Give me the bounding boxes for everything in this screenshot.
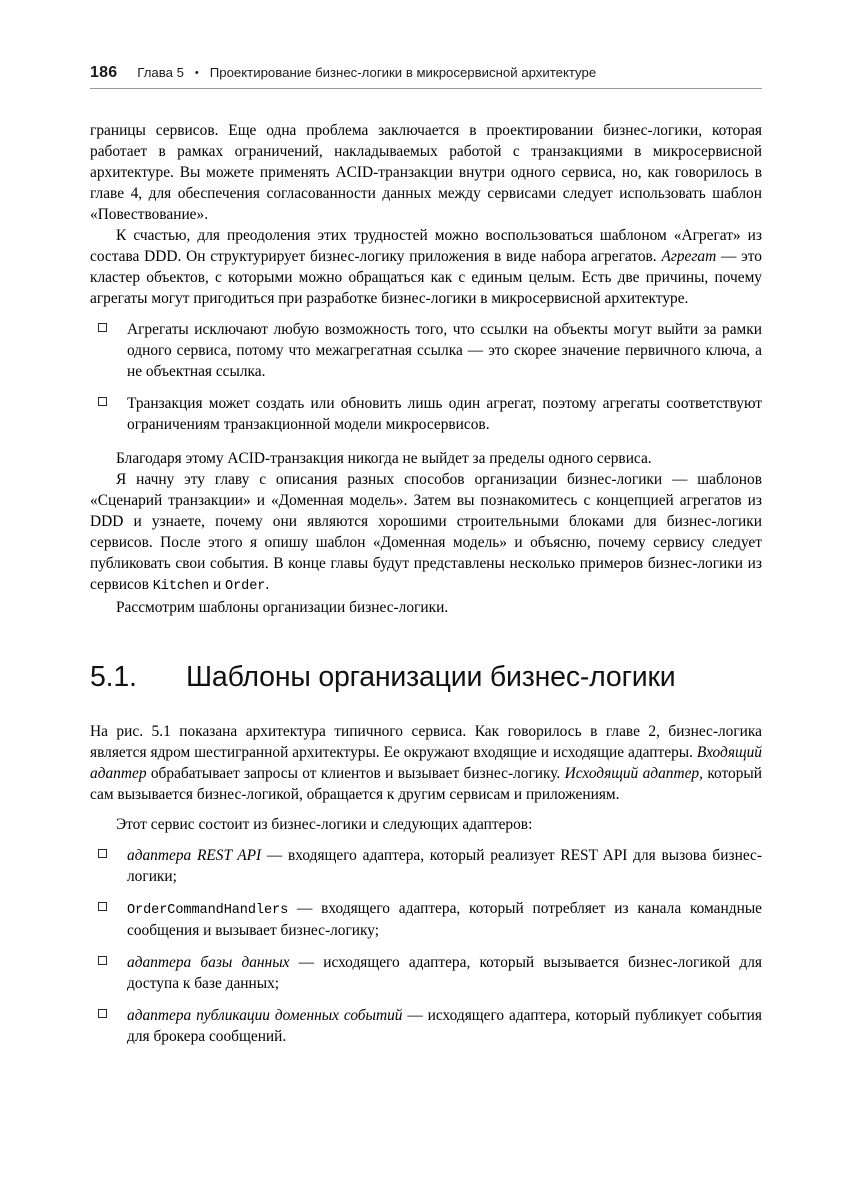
running-head — [90, 64, 762, 82]
section-heading — [90, 658, 762, 697]
page-number: 186 — [90, 64, 118, 81]
term-outbound-adapter: Исходящий адаптер — [564, 764, 700, 782]
paragraph-text-part: обрабатывает запросы от клиентов и вызывает бизнес-логику. — [146, 764, 565, 782]
square-bullet-icon — [98, 397, 107, 406]
list-item-text: — входящего адаптера, который потребляет из канала командные сообщения и вызывает бизнес-логику; — [127, 899, 762, 940]
square-bullet-icon — [98, 956, 107, 965]
adapter-name: адаптера REST API — [127, 846, 262, 864]
adapter-name-code: OrderCommandHandlers — [127, 902, 289, 918]
adapter-name: адаптера публикации доменных событий — [127, 1007, 403, 1025]
chapter-number: Глава 5 — [137, 65, 184, 80]
term-inbound-adapter: Входящий адаптер — [90, 743, 762, 782]
square-bullet-icon — [98, 323, 107, 332]
adapters-list — [90, 845, 762, 1048]
paragraph-chapter-roadmap — [90, 469, 762, 597]
list-item — [90, 952, 762, 994]
paragraph-acid-note: Благодаря этому ACID-транзакция никогда не выйдет за пределы одного сервиса. — [116, 450, 652, 468]
square-bullet-icon — [98, 849, 107, 858]
paragraph-aggregate-intro — [90, 225, 762, 309]
chapter-title: Проектирование бизнес-логики в микросервисной архитектуре — [209, 65, 597, 80]
list-item — [90, 1005, 762, 1047]
square-bullet-icon — [98, 1009, 107, 1018]
paragraph-adapters-intro: Этот сервис состоит из бизнес-логики и следующих адаптеров: — [116, 815, 533, 833]
page-content — [90, 120, 762, 1048]
paragraph-text-part: К счастью, для преодоления этих трудностей можно воспользоваться шаблоном «Агрегат» из состава DDD. Он структурирует бизнес-логику приложения в виде набора агрегатов. — [90, 227, 762, 266]
bullet-separator-icon: • — [194, 67, 199, 79]
code-kitchen: Kitchen — [152, 579, 210, 595]
list-item — [90, 898, 762, 942]
list-item — [90, 319, 762, 382]
paragraph-continuation: границы сервисов. Еще одна проблема заключается в проектировании бизнес-логики, которая работает в рамках ограничений, накладываемых работой с транзакциями в микросервисной архитектуре. Вы можете применять ACID-транзакции внутри одного сервиса, но, как говорилось в главе 4, для обеспечения согласованности данных между сервисами следует использовать шаблон «Повествование». — [90, 122, 762, 224]
paragraph-text-part: На рис. 5.1 показана архитектура типичного сервиса. Как говорилось в главе 2, бизнес-логика является ядром шестигранной архитектуры. Ее окружают входящие и исходящие адаптеры. — [90, 722, 762, 761]
list-item-text: Агрегаты исключают любую возможность того, что ссылки на объекты могут выйти за рамки одного сервиса, потому что межагрегатная ссылка — это скорее значение первичного ключа, а не объектная ссылка. — [127, 321, 762, 381]
aggregate-reasons-list — [90, 319, 762, 435]
paragraph-text-part: и — [209, 576, 226, 594]
paragraph-text-part: — это кластер объектов, с которыми можно обращаться как с единым целым. Есть две причины, почему агрегаты могут пригодиться при разработке бизнес-логики в микросервисной архитектуре. — [90, 248, 762, 308]
paragraph-text-part: , который сам вызывается бизнес-логикой, обращается к другим сервисам и приложениям. — [90, 764, 762, 803]
list-item — [90, 393, 762, 435]
list-item — [90, 845, 762, 887]
code-order: Order — [225, 579, 266, 595]
list-item-text: — исходящего адаптера, который вызывается бизнес-логикой для доступа к базе данных; — [127, 954, 762, 993]
section-title: Шаблоны организации бизнес-логики — [186, 660, 676, 693]
term-aggregate: Агрегат — [661, 248, 717, 266]
list-item-text: Транзакция может создать или обновить лишь один агрегат, поэтому агрегаты соответствуют ограничениям транзакционной модели микросервисов. — [127, 395, 762, 434]
paragraph-text-part: Я начну эту главу с описания разных способов организации бизнес-логики — шаблонов «Сценарий транзакции» и «Доменная модель». Затем вы познакомитесь с концепцией агрегатов из DDD и узнаете, почему они являются хорошими строительными блоками для бизнес-логики сервисов. После этого я опишу шаблон «Доменная модель» и объясню, почему сервису следует публиковать свои события. В конце главы будут представлены несколько примеров бизнес-логики из сервисов — [90, 471, 762, 594]
paragraph-text-part: . — [265, 576, 270, 594]
paragraph-transition: Рассмотрим шаблоны организации бизнес-логики. — [116, 598, 449, 616]
list-item-text: — исходящего адаптера, который публикует события для брокера сообщений. — [127, 1007, 762, 1046]
header-divider — [90, 88, 762, 89]
square-bullet-icon — [98, 902, 107, 911]
paragraph-service-architecture — [90, 721, 762, 805]
list-item-text: — входящего адаптера, который реализует REST API для вызова бизнес-логики; — [127, 846, 762, 885]
adapter-name: адаптера базы данных — [127, 954, 290, 972]
section-number: 5.1. — [90, 660, 137, 693]
